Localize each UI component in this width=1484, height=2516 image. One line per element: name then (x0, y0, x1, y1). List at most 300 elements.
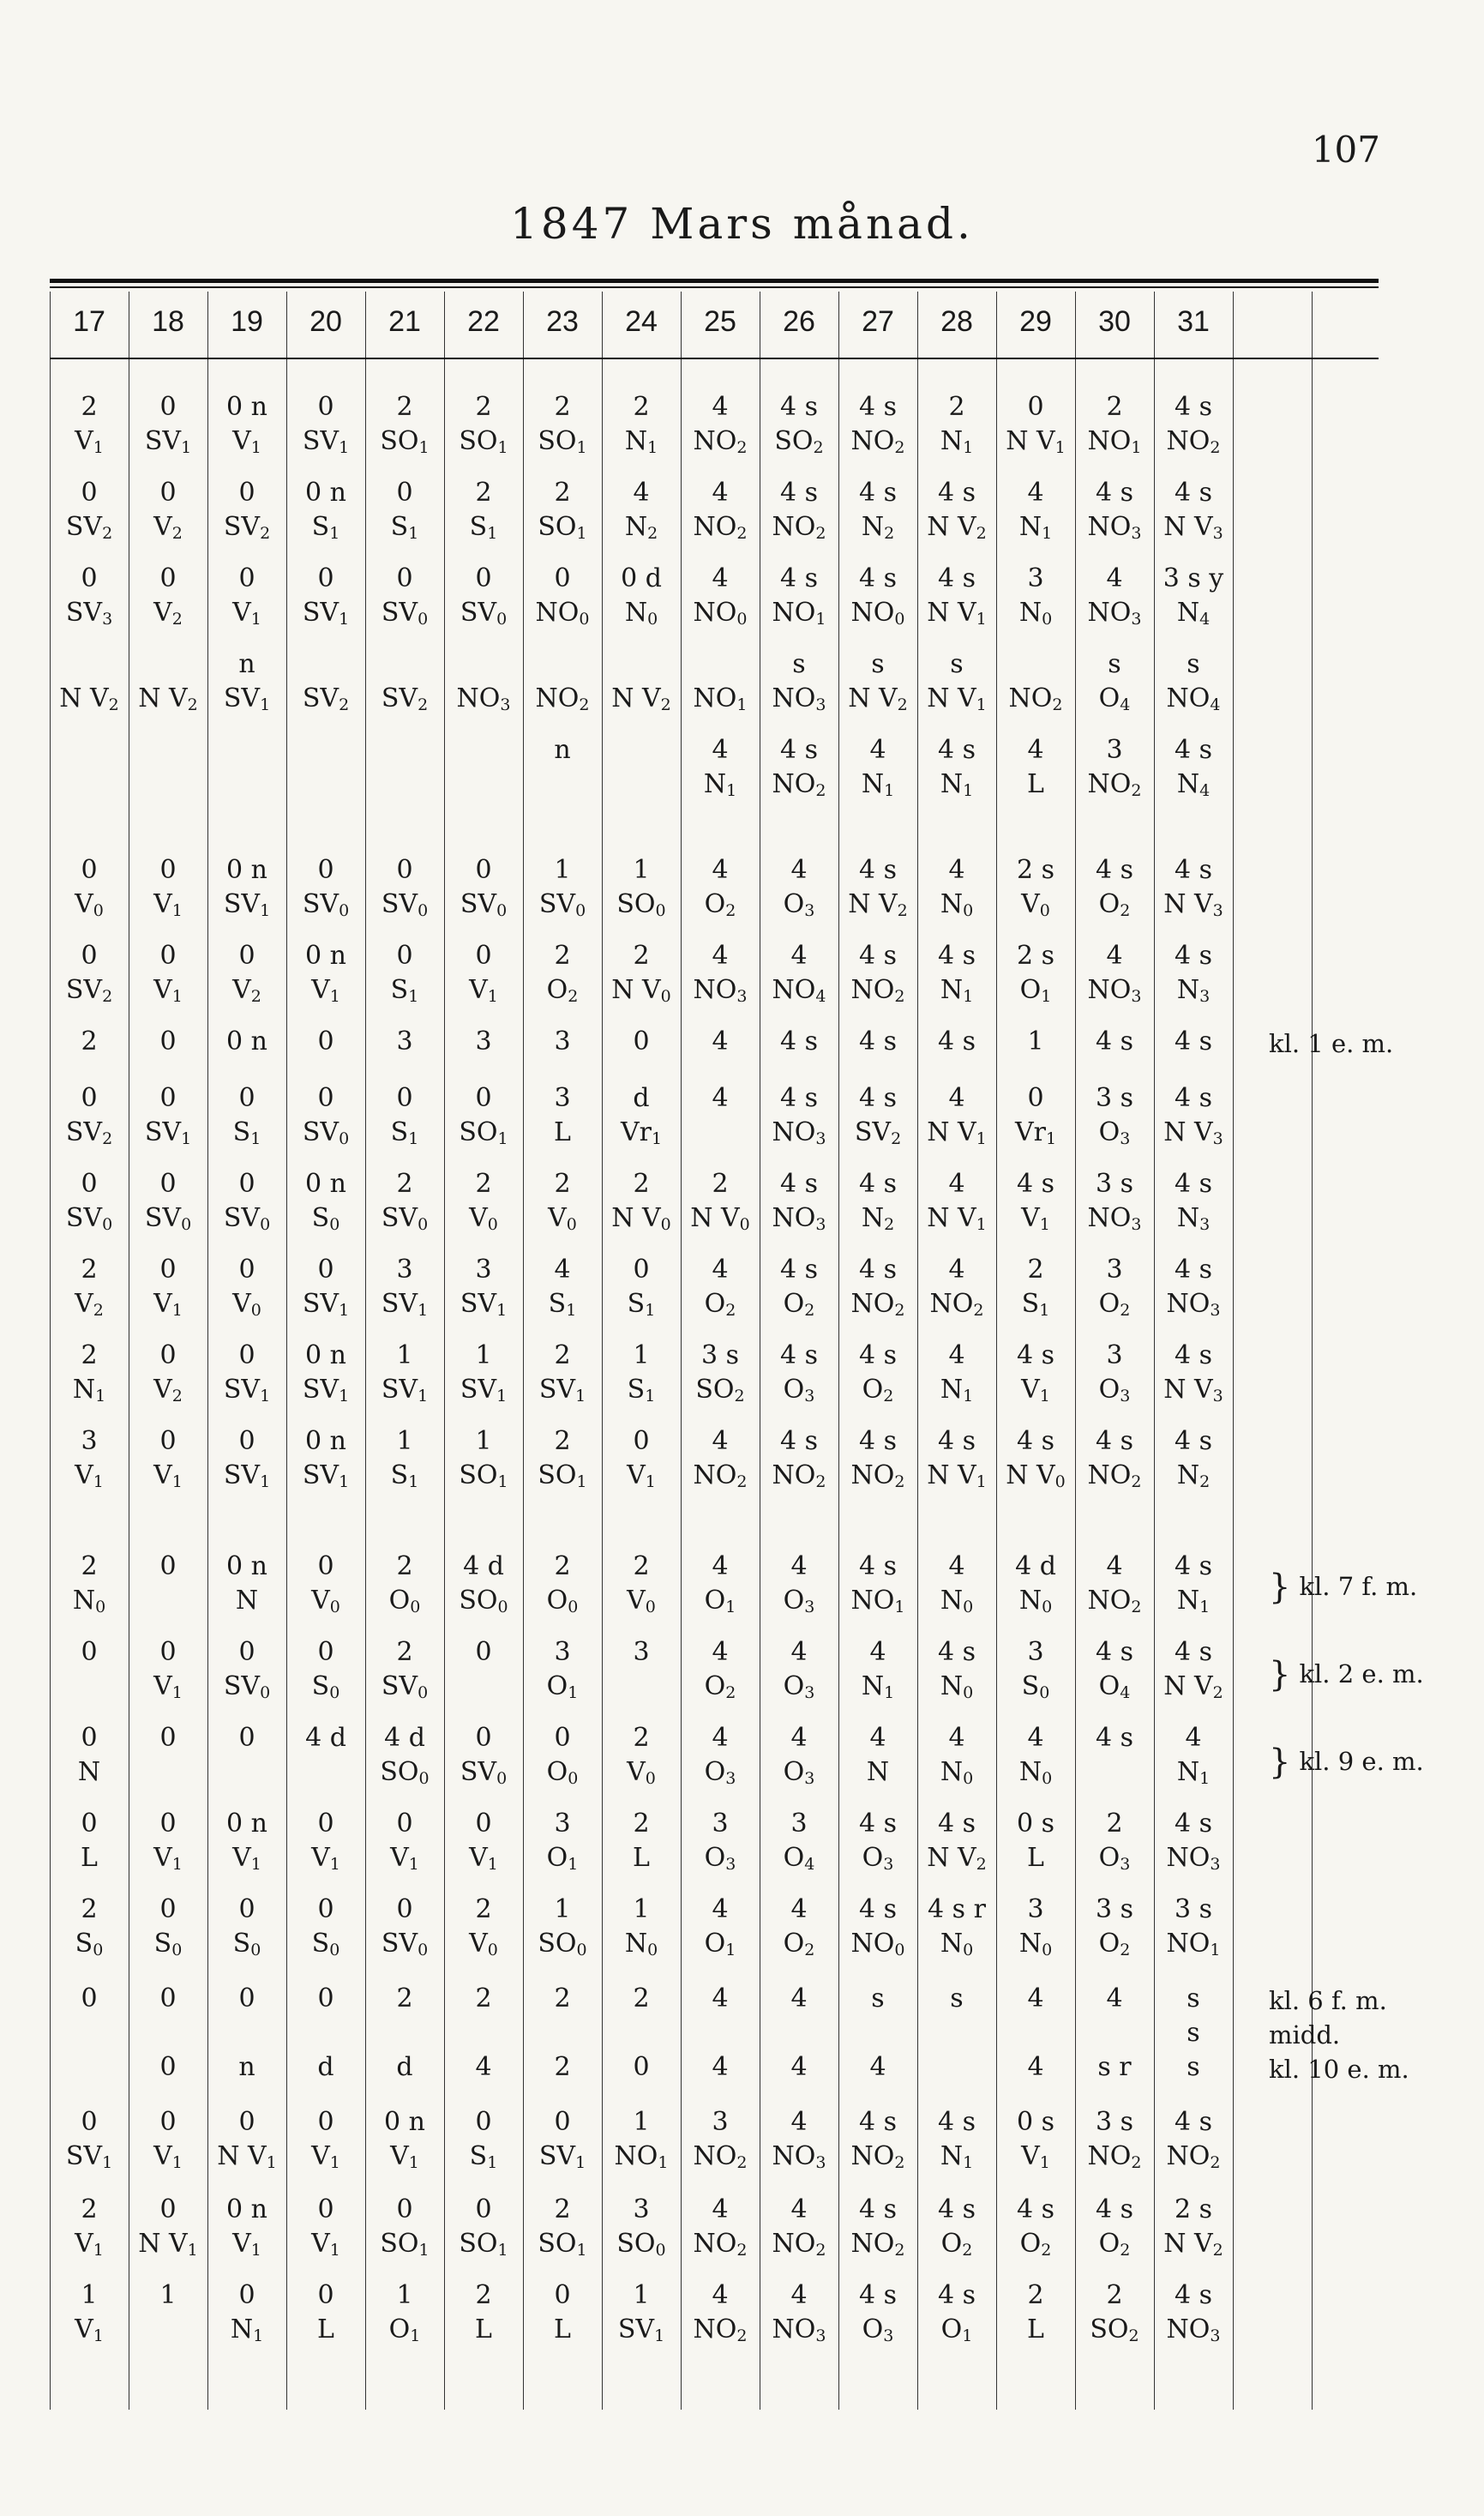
time-note-text: kl. 1 e. m. (1269, 1029, 1394, 1058)
observation-cell: 4 s $NO_3$ (1166, 1255, 1221, 1320)
observation-cell: 4 $NO_2$ (693, 2280, 748, 2345)
observation-cell: 4 N $V_1$ (927, 1169, 987, 1234)
observation-cell: 4 s $O_3$ (779, 1340, 819, 1405)
observation-cell: 4 s N $V_3$ (1163, 1340, 1223, 1405)
observation-cell: 2 $S_0$ (75, 1894, 104, 1959)
observation-cell: 0 L (554, 2280, 571, 2344)
observation-cell: 4 $O_3$ (783, 1637, 815, 1702)
observation-cell: 1 $N_0$ (624, 1894, 658, 1959)
observation-cell: 4 (712, 1083, 729, 1113)
observation-cell: 4 s $V_1$ (1016, 1169, 1055, 1234)
observation-cell: 4 d $SO_0$ (380, 1723, 430, 1788)
observation-cell: 0 $V_1$ (627, 1426, 656, 1491)
observation-cell: 0 (475, 1637, 492, 1667)
observation-cell: 1 $S_1$ (627, 1340, 656, 1405)
observation-cell: 0 $O_0$ (546, 1723, 579, 1788)
observation-cell: 3 $O_3$ (1098, 1340, 1131, 1405)
observation-cell: 0 $S_1$ (390, 941, 419, 1006)
observation-cell: 0 $SV_0$ (381, 855, 429, 920)
observation-cell: 4 s $N_2$ (1174, 1426, 1213, 1491)
observation-cell: 0 N $V_1$ (1006, 392, 1066, 457)
observation-cell: 4 s $NO_2$ (850, 392, 905, 457)
page-number: 107 (1311, 129, 1380, 171)
observation-cell: 2 L (475, 2280, 492, 2344)
observation-cell: d (317, 2052, 334, 2082)
observation-cell: 3 $O_2$ (1098, 1255, 1131, 1320)
day-header: 28 (940, 305, 973, 338)
observation-cell: 4 s $SV_2$ (854, 1083, 902, 1148)
observation-cell: 4 s $NO_2$ (1087, 1426, 1142, 1491)
observation-cell: 4 $NO_0$ (693, 563, 748, 629)
observation-cell: 4 s $NO_3$ (772, 1169, 826, 1234)
observation-cell: 0 (159, 1026, 177, 1056)
observation-cell: 0 $V_1$ (469, 1809, 498, 1874)
observation-cell: 0 $V_1$ (153, 1809, 183, 1874)
observation-cell: s N $V_2$ (848, 649, 908, 714)
observation-cell: 0 N $V_1$ (217, 2107, 277, 2172)
observation-cell: 0 $V_1$ (469, 941, 498, 1006)
observation-cell: 0 $SV_1$ (144, 1083, 192, 1148)
observation-cell: 0 $SV_0$ (302, 855, 350, 920)
observation-cell: 4 $O_1$ (704, 1551, 736, 1616)
observation-cell: 0 $S_0$ (311, 1894, 340, 1959)
observation-cell: 4 (869, 2052, 886, 2082)
observation-cell: 0 N (77, 1723, 101, 1787)
observation-cell: 3 $NO_2$ (693, 2107, 748, 2172)
observation-cell: 2 $O_3$ (1098, 1809, 1131, 1874)
observation-cell: 4 $O_3$ (783, 1723, 815, 1788)
day-header: 24 (625, 305, 658, 338)
observation-cell: 0 (159, 1723, 177, 1753)
observation-cell: 4 s N $V_0$ (1006, 1426, 1066, 1491)
observation-cell: 0 $V_1$ (153, 1426, 183, 1491)
observation-cell: 4 s $N_1$ (937, 941, 976, 1006)
observation-cell: 2 $SO_1$ (538, 392, 587, 457)
day-header: 21 (388, 305, 421, 338)
observation-cell: 4 s N $V_1$ (927, 1426, 987, 1491)
observation-cell: 4 d $N_0$ (1015, 1551, 1056, 1616)
observation-cell: 2 (554, 1983, 571, 2013)
observation-cell: 2 L (1027, 2280, 1044, 2344)
observation-cell: 4 $NO_2$ (1087, 1551, 1142, 1616)
observation-cell: 0 L (81, 1809, 98, 1873)
time-note-text: kl. 9 e. m. (1299, 1747, 1424, 1776)
page-title: 1847 Mars månad. (510, 199, 974, 249)
observation-cell: 4 (712, 1983, 729, 2013)
observation-cell: 4 d (305, 1723, 346, 1753)
observation-cell: 1 $SV_1$ (460, 1340, 508, 1405)
observation-cell: 2 $V_1$ (75, 2194, 104, 2260)
observation-cell: 0 $SV_2$ (65, 941, 113, 1006)
observation-cell: 4 $N_1$ (1018, 478, 1053, 543)
observation-cell: 4 s (1095, 1723, 1134, 1753)
observation-cell: 4 $O_1$ (704, 1894, 736, 1959)
observation-cell: 4 s N $V_2$ (848, 855, 908, 920)
observation-cell: 2 $SV_0$ (381, 1637, 429, 1702)
observation-cell: 0 (159, 1551, 177, 1581)
day-header: 26 (783, 305, 815, 338)
time-note (1269, 1655, 1424, 1694)
observation-cell: 0 $SV_0$ (460, 563, 508, 629)
observation-cell: 4 $NO_2$ (929, 1255, 984, 1320)
observation-cell: 0 $SV_1$ (65, 2107, 113, 2172)
observation-cell: $NO_2$ (535, 683, 590, 714)
observation-cell: 0 (238, 1983, 255, 2013)
observation-cell: 0 $SV_1$ (302, 392, 350, 457)
observation-cell: 0 $V_1$ (153, 1637, 183, 1702)
observation-cell: 4 $NO_2$ (693, 392, 748, 457)
observation-cell: 0 $SO_1$ (459, 2194, 508, 2260)
observation-cell: 0 $V_1$ (153, 941, 183, 1006)
observation-cell: 4 (1106, 1983, 1123, 2013)
observation-cell: $SV_2$ (302, 683, 350, 714)
observation-cell: 4 s $SO_2$ (774, 392, 824, 457)
observation-cell: 1 $SV_1$ (381, 1340, 429, 1405)
observation-cell: 4 s $NO_2$ (772, 1426, 826, 1491)
observation-cell: 4 s $N_2$ (858, 1169, 898, 1234)
observation-cell: 4 s (858, 1026, 898, 1056)
observation-cell: 4 s $O_3$ (858, 2280, 898, 2345)
observation-cell: 0 n $V_1$ (226, 1809, 267, 1874)
column-rule (1233, 292, 1234, 2410)
observation-cell: $NO_3$ (456, 683, 511, 714)
observation-cell: 4 s $O_3$ (858, 1809, 898, 1874)
observation-cell: 0 $V_0$ (75, 855, 104, 920)
observation-cell: 4 $N_0$ (1018, 1723, 1053, 1788)
observation-cell: 0 (81, 1637, 98, 1667)
observation-cell: 3 (396, 1026, 413, 1056)
observation-cell: 4 s N $V_1$ (927, 563, 987, 629)
observation-cell: 0 $SV_0$ (65, 1169, 113, 1234)
observation-cell: 0 n $S_1$ (305, 478, 346, 543)
header-rule (50, 358, 1379, 359)
observation-cell: 4 s $NO_1$ (850, 1551, 905, 1616)
observation-cell: 0 $SV_0$ (223, 1637, 271, 1702)
time-note-text: kl. 6 f. m. (1269, 1986, 1387, 2015)
observation-cell: 0 $V_1$ (311, 2107, 340, 2172)
observation-cell: 0 $S_1$ (390, 1083, 419, 1148)
day-header: 17 (73, 305, 105, 338)
observation-cell: 2 $O_0$ (388, 1551, 421, 1616)
observation-cell: 2 (396, 1983, 413, 2013)
observation-cell: 4 s (1095, 1026, 1134, 1056)
observation-cell: 0 $S_0$ (232, 1894, 261, 1959)
observation-cell: 3 $SV_1$ (460, 1255, 508, 1320)
observation-cell: 0 s $V_1$ (1016, 2107, 1055, 2172)
time-note (1269, 1568, 1417, 1607)
observation-cell: 0 $V_1$ (232, 563, 261, 629)
observation-cell: 0 $SV_1$ (302, 563, 350, 629)
observation-cell: 4 s $NO_3$ (772, 1083, 826, 1148)
observation-cell: 4 $N_1$ (861, 735, 895, 800)
observation-cell: 4 $N_1$ (703, 735, 737, 800)
day-header: 31 (1177, 305, 1210, 338)
observation-cell: 3 s $SO_2$ (695, 1340, 745, 1405)
observation-cell: 4 s N $V_3$ (1163, 478, 1223, 543)
observation-cell: 0 n (226, 1026, 267, 1056)
observation-cell: 2 $V_2$ (75, 1255, 104, 1320)
observation-cell: 0 n $SV_1$ (302, 1426, 350, 1491)
day-header: 20 (309, 305, 342, 338)
observation-cell: 2 $V_0$ (469, 1894, 498, 1959)
observation-cell: 4 $N_1$ (861, 1637, 895, 1702)
observation-cell: 0 n $V_1$ (384, 2107, 425, 2172)
observation-cell: 0 $V_1$ (311, 1809, 340, 1874)
observation-cell: 4 s $O_2$ (1095, 2194, 1134, 2260)
observation-cell: 0 d $N_0$ (621, 563, 662, 629)
observation-cell: 4 s $NO_2$ (772, 478, 826, 543)
observation-cell: 4 s $N_4$ (1174, 735, 1213, 800)
observation-cell: 4 $N_2$ (624, 478, 658, 543)
observation-cell: 4 s $NO_2$ (772, 735, 826, 800)
observation-cell: 3 s $NO_3$ (1087, 1169, 1142, 1234)
observation-cell: 0 $S_1$ (627, 1255, 656, 1320)
observation-cell: 4 $N_0$ (940, 1551, 974, 1616)
observation-cell: 4 $N_0$ (940, 855, 974, 920)
observation-cell: 2 $SO_1$ (380, 392, 430, 457)
observation-cell: 4 $NO_4$ (772, 941, 826, 1006)
observation-cell: 2 $V_0$ (469, 1169, 498, 1234)
brace-mark: } (1269, 1568, 1291, 1607)
observation-cell: 4 s $NO_3$ (1087, 478, 1142, 543)
observation-cell: 2 $SO_1$ (538, 1426, 587, 1491)
observation-cell: s $O_4$ (1098, 649, 1131, 714)
observation-cell: 0 L (317, 2280, 334, 2344)
observation-cell: 3 $O_1$ (546, 1637, 579, 1702)
observation-cell: 1 $S_1$ (390, 1426, 419, 1491)
observation-cell: 1 (1027, 1026, 1044, 1056)
observation-cell: 4 $O_3$ (783, 1551, 815, 1616)
observation-cell: 0 n $V_1$ (226, 2194, 267, 2260)
time-note-text: kl. 2 e. m. (1299, 1659, 1424, 1688)
observation-cell: 0 (633, 2052, 650, 2082)
observation-cell: 4 $O_2$ (704, 1255, 736, 1320)
observation-cell: 3 s $O_3$ (1095, 1083, 1134, 1148)
observation-cell: 2 $N_1$ (940, 392, 974, 457)
observation-cell: 4 $NO_3$ (693, 941, 748, 1006)
observation-cell: 4 s $N_3$ (1174, 1169, 1213, 1234)
observation-cell: 0 (317, 1026, 334, 1056)
observation-cell: 2 $S_1$ (1021, 1255, 1050, 1320)
observation-cell: 3 L (554, 1083, 571, 1147)
observation-cell: 4 $O_2$ (704, 855, 736, 920)
observation-cell: 2 $SO_2$ (1090, 2280, 1139, 2345)
observation-cell: 2 $NO_1$ (1087, 392, 1142, 457)
observation-cell: 0 $V_1$ (153, 1255, 183, 1320)
observation-cell: 4 s N $V_2$ (927, 478, 987, 543)
brace-mark: } (1269, 1743, 1291, 1782)
observation-cell: 2 (475, 1983, 492, 2013)
observation-cell: 2 $N_1$ (72, 1340, 106, 1405)
observation-cell: 0 $SV_1$ (223, 1340, 271, 1405)
observation-cell: 3 $O_3$ (704, 1809, 736, 1874)
observation-cell: 4 s $NO_0$ (850, 1894, 905, 1959)
observation-cell: 2 $SO_1$ (538, 478, 587, 543)
observation-cell: 2 s $O_1$ (1016, 941, 1055, 1006)
observation-cell: 4 $NO_2$ (772, 2194, 826, 2260)
observation-cell: 0 $V_2$ (232, 941, 261, 1006)
observation-cell: 0 n $SV_1$ (223, 855, 271, 920)
day-header: 27 (862, 305, 894, 338)
observation-cell: 0 (317, 1983, 334, 2013)
observation-cell: 2 s $V_0$ (1016, 855, 1055, 920)
observation-cell: 3 s y $N_4$ (1163, 563, 1224, 629)
observation-cell: 0 (238, 1723, 255, 1753)
observation-cell: s $NO_4$ (1166, 649, 1221, 714)
time-note (1269, 2055, 1409, 2084)
observation-cell: 3 $NO_2$ (1087, 735, 1142, 800)
observation-cell: 0 $V_2$ (153, 478, 183, 543)
observation-cell: 3 (554, 1026, 571, 1056)
observation-cell: 1 $SO_0$ (616, 855, 666, 920)
observation-cell: 0 $SV_2$ (223, 478, 271, 543)
observation-cell: 2 N $V_0$ (690, 1169, 750, 1234)
observation-cell: 4 s (779, 1026, 819, 1056)
observation-cell: 3 $SV_1$ (381, 1255, 429, 1320)
observation-cell: 4 s $NO_2$ (850, 2194, 905, 2260)
observation-cell: 4 (790, 1983, 808, 2013)
observation-cell: 4 (712, 2052, 729, 2082)
observation-cell: 0 $V_1$ (390, 1809, 419, 1874)
observation-cell: 0 s L (1016, 1809, 1055, 1873)
observation-cell: 4 s $N_1$ (937, 2107, 976, 2172)
observation-cell: 0 $V_2$ (153, 563, 183, 629)
observation-cell: 1 $SO_0$ (538, 1894, 587, 1959)
observation-cell: 2 (81, 1026, 98, 1056)
observation-cell: d $Vr_1$ (620, 1083, 663, 1148)
observation-cell: 0 n $SV_1$ (302, 1340, 350, 1405)
day-header: 30 (1098, 305, 1131, 338)
observation-cell: 4 s $O_2$ (1016, 2194, 1055, 2260)
brace-mark: } (1269, 1655, 1291, 1694)
observation-cell: 0 $SV_0$ (223, 1169, 271, 1234)
observation-cell: 4 $NO_2$ (693, 478, 748, 543)
observation-cell: 0 $SV_0$ (460, 1723, 508, 1788)
observation-cell: 0 (81, 1983, 98, 2013)
observation-cell: 2 $V_0$ (627, 1551, 656, 1616)
observation-cell: 2 $O_0$ (546, 1551, 579, 1616)
observation-cell: 4 (1027, 1983, 1044, 2013)
observation-cell: 2 (554, 2052, 571, 2082)
observation-cell: 4 $O_2$ (783, 1894, 815, 1959)
observation-cell: 2 $SV_0$ (381, 1169, 429, 1234)
top-rule-thin (50, 286, 1379, 288)
observation-cell: 2 $SO_1$ (459, 392, 508, 457)
time-note-text: kl. 10 e. m. (1269, 2055, 1409, 2084)
observation-cell: N $V_2$ (138, 683, 198, 714)
observation-cell: 4 (1027, 2052, 1044, 2082)
observation-cell: 4 $O_2$ (704, 1637, 736, 1702)
observation-cell: 0 $NO_0$ (535, 563, 590, 629)
observation-cell: 0 (159, 1983, 177, 2013)
observation-cell: 0 $V_1$ (311, 2194, 340, 2260)
observation-cell: 2 $N_1$ (624, 392, 658, 457)
observation-cell: 4 N $V_1$ (927, 1083, 987, 1148)
observation-cell: 4 $NO_3$ (772, 2107, 826, 2172)
observation-cell: s s (1187, 1983, 1200, 2048)
observation-cell: 0 $SV_2$ (65, 478, 113, 543)
time-note (1269, 1986, 1387, 2015)
observation-cell: 2 s N $V_2$ (1163, 2194, 1223, 2260)
observation-cell: 0 N $V_1$ (138, 2194, 198, 2260)
observation-cell: n (238, 2052, 255, 2082)
observation-cell: 2 $S_1$ (469, 478, 498, 543)
observation-cell: 0 $SV_1$ (223, 1426, 271, 1491)
observation-cell: 0 $S_1$ (232, 1083, 261, 1148)
observation-cell: 4 s $O_2$ (779, 1255, 819, 1320)
observation-cell: 0 (633, 1026, 650, 1056)
observation-cell: N $V_2$ (611, 683, 671, 714)
observation-cell: 4 s $NO_1$ (772, 563, 826, 629)
observation-cell: 0 (159, 2052, 177, 2082)
observation-cell: 4 s $NO_0$ (850, 563, 905, 629)
observation-cell: 0 $SV_3$ (65, 563, 113, 629)
time-note (1269, 2020, 1340, 2050)
observation-cell: 2 $V_0$ (627, 1723, 656, 1788)
observation-cell: 4 $NO_3$ (772, 2280, 826, 2345)
observation-cell: 0 $N_1$ (230, 2280, 264, 2345)
observation-cell: 4 $NO_2$ (693, 1426, 748, 1491)
observation-cell: n (554, 735, 571, 765)
day-header: 22 (467, 305, 500, 338)
observation-cell: 0 $S_1$ (469, 2107, 498, 2172)
column-rule (1312, 292, 1313, 2410)
observation-cell: 1 $V_1$ (75, 2280, 104, 2345)
observation-cell: 4 d $SO_0$ (459, 1551, 508, 1616)
observation-cell: 4 $NO_2$ (693, 2194, 748, 2260)
observation-cell: 0 $SV_1$ (302, 1255, 350, 1320)
observation-cell: 0 n N (226, 1551, 267, 1616)
observation-cell: d (396, 2052, 413, 2082)
observation-cell: 4 L (1027, 735, 1044, 799)
observation-cell: 4 s $O_2$ (937, 2194, 976, 2260)
observation-cell: 4 s $N_3$ (1174, 941, 1213, 1006)
day-header: 23 (546, 305, 579, 338)
observation-cell: 0 $S_0$ (153, 1894, 183, 1959)
observation-cell: 0 $S_0$ (311, 1637, 340, 1702)
observation-cell: 0 $SV_0$ (302, 1083, 350, 1148)
day-header: 29 (1019, 305, 1052, 338)
observation-cell: 4 s $V_1$ (1016, 1340, 1055, 1405)
observation-cell: 4 (475, 2052, 492, 2082)
observation-cell: 4 s $N_0$ (937, 1637, 976, 1702)
observation-cell: s (871, 1983, 885, 2013)
observation-cell: 4 s N $V_2$ (927, 1809, 987, 1874)
observation-cell: 0 $SV_0$ (381, 563, 429, 629)
observation-cell: 4 s $O_4$ (1095, 1637, 1134, 1702)
observation-cell: 4 $N_1$ (940, 1340, 974, 1405)
observation-cell: 0 $SV_1$ (538, 2107, 586, 2172)
observation-cell: $NO_2$ (1008, 683, 1063, 714)
time-note (1269, 1029, 1393, 1058)
day-header: 19 (231, 305, 263, 338)
observation-cell: 4 s N $V_2$ (1163, 1637, 1223, 1702)
observation-cell: 0 $V_0$ (232, 1255, 261, 1320)
observation-cell: s r (1097, 2052, 1132, 2082)
observation-cell: 4 N (866, 1723, 890, 1787)
observation-cell: 4 $N_0$ (940, 1723, 974, 1788)
observation-cell: 3 s $O_2$ (1095, 1894, 1134, 1959)
observation-cell: 0 $SO_1$ (380, 2194, 430, 2260)
observation-cell: 2 $O_2$ (546, 941, 579, 1006)
observation-cell: 1 $SO_1$ (459, 1426, 508, 1491)
observation-cell: 1 (159, 2280, 177, 2310)
observation-cell: 0 $V_1$ (153, 2107, 183, 2172)
observation-cell: 4 s $NO_2$ (850, 1426, 905, 1491)
observation-cell: 4 s $O_2$ (1095, 855, 1134, 920)
observation-cell: 0 $V_2$ (153, 1340, 183, 1405)
observation-cell: 4 s $NO_3$ (1166, 2280, 1221, 2345)
